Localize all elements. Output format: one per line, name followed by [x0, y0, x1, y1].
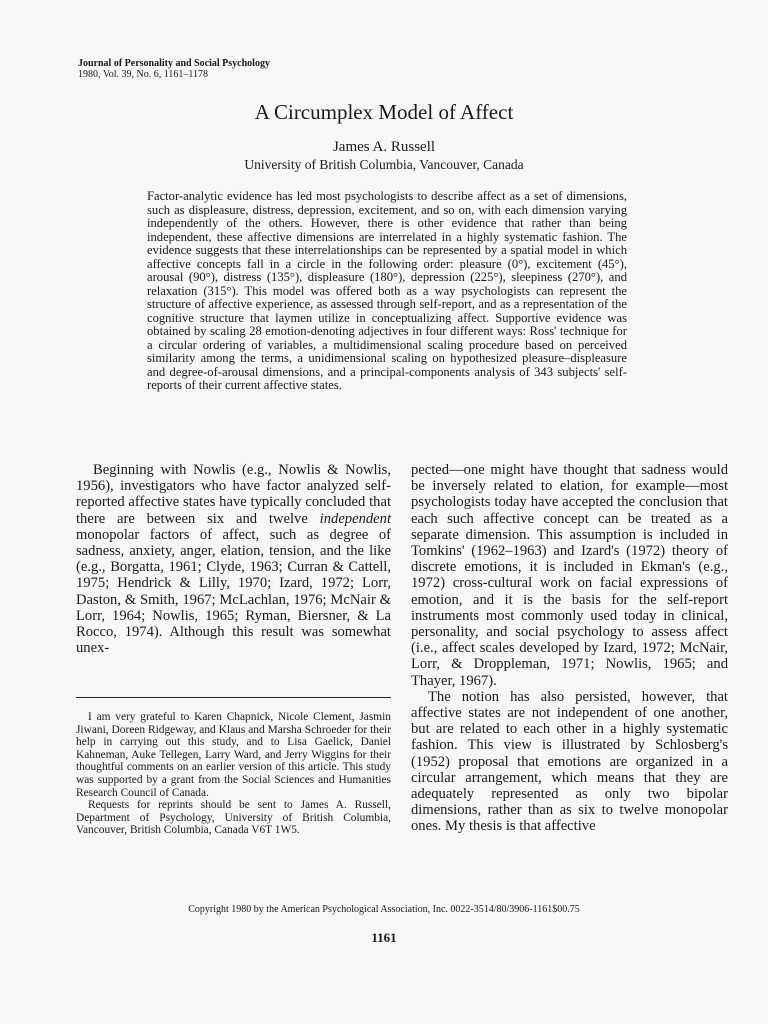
article-author: James A. Russell	[332, 139, 436, 155]
footnote-acknowledgments: I am very grateful to Karen Chapnick, Nicole Clement, Jasmin Jiwani, Doreen Ridgeway, and Klaus and Marsha Schroeder for their help in carrying out this study, and to Lisa Gaelick, Daniel Kahneman, Auke Tellegen, Larry Ward, and Jerry Wiggins for their thoughtful comments on an earlier version of this article. This study was supported by a grant from the Social Sciences and Humanities Research Council of Canada.	[76, 711, 391, 799]
body-paragraph	[76, 462, 391, 656]
left-column	[76, 462, 391, 656]
journal-citation: 1980, Vol. 39, No. 6, 1161–1178	[78, 69, 209, 80]
abstract-text: Factor-analytic evidence has led most psychologists to describe affect as a set of dimensions, such as displeasure, distress, depression, excitement, and so on, with each dimension varying independently of the others. However, there is other evidence that rather than being independent, these affective dimensions are interrelated in a highly systematic fashion. The evidence suggests that these interrelationships can be represented by a spatial model in which affective concepts fall in a circle in the following order: pleasure (0°), excitement (45°), arousal (90°), distress (135°), displeasure (180°), depression (225°), sleepiness (270°), and relaxation (315°). This model was offered both as a way psychologists can represent the structure of affective experience, as assessed through self-report, and as a representation of the cognitive structure that laymen utilize in conceptualizing affect. Supportive evidence was obtained by scaling 28 emotion-denoting adjectives in four different ways: Ross' technique for a circular ordering of variables, a multidimensional scaling procedure based on perceived similarity among the terms, a unidimensional scaling on hypothesized pleasure–displeasure and degree-of-arousal dimensions, and a principal-components analysis of 343 subjects' self-reports of their current affective states.	[147, 189, 627, 392]
page-number: 1161	[371, 930, 397, 945]
copyright-line: Copyright 1980 by the American Psychological Association, Inc. 0022-3514/80/3906-1161$00.75	[188, 904, 580, 915]
body-paragraph: pected—one might have thought that sadness would be inversely related to elation, for example—most psychologists today have accepted the conclusion that each such affective concept can be treated as a separate dimension. This assumption is included in Tomkins' (1962–1963) and Izard's (1972) theory of discrete emotions, it is included in Ekman's (e.g., 1972) cross-cultural work on facial expressions of emotion, and it is the basis for the self-report instruments most commonly used today in clinical, personality, and social psychology to assess affect (i.e., affect scales developed by Izard, 1972; McNair, Lorr, & Droppleman, 1971; Nowlis, 1965; and Thayer, 1967).	[411, 462, 728, 689]
journal-header	[78, 58, 270, 80]
body-text: Beginning with Nowlis (e.g., Nowlis & Nowlis, 1956), investigators who have factor analyzed self-reported affective states have typically concluded that there are between six and twelve	[76, 462, 391, 527]
article-title: A Circumplex Model of Affect	[254, 100, 514, 124]
footnote-reprints: Requests for reprints should be sent to James A. Russell, Department of Psychology, University of British Columbia, Vancouver, British Columbia, Canada V6T 1W5.	[76, 799, 391, 837]
author-affiliation: University of British Columbia, Vancouver, Canada	[244, 157, 524, 172]
footnotes	[76, 711, 391, 837]
abstract	[147, 190, 627, 393]
journal-name: Journal of Personality and Social Psychology	[78, 58, 270, 69]
body-text: monopolar factors of affect, such as degree of sadness, anxiety, anger, elation, tension, and the like (e.g., Borgatta, 1961; Clyde, 1963; Curran & Cattell, 1975; Hendrick & Lilly, 1970; Izard, 1972; Lorr, Daston, & Smith, 1967; McLachlan, 1976; McNair & Lorr, 1964; Nowlis, 1965; Ryman, Biersner, & La Rocco, 1974). Although this result was somewhat unex-	[76, 526, 391, 657]
body-emphasis: independent	[319, 510, 391, 527]
footnote-divider	[76, 697, 391, 698]
right-column	[411, 462, 728, 835]
body-paragraph: The notion has also persisted, however, that affective states are not independent of one another, but are related to each other in a highly systematic fashion. This view is illustrated by Schlosberg's (1952) proposal that emotions are organized in a circular arrangement, which means that they are adequately represented as only two bipolar dimensions, rather than as six to twelve monopolar ones. My thesis is that affective	[411, 688, 728, 835]
